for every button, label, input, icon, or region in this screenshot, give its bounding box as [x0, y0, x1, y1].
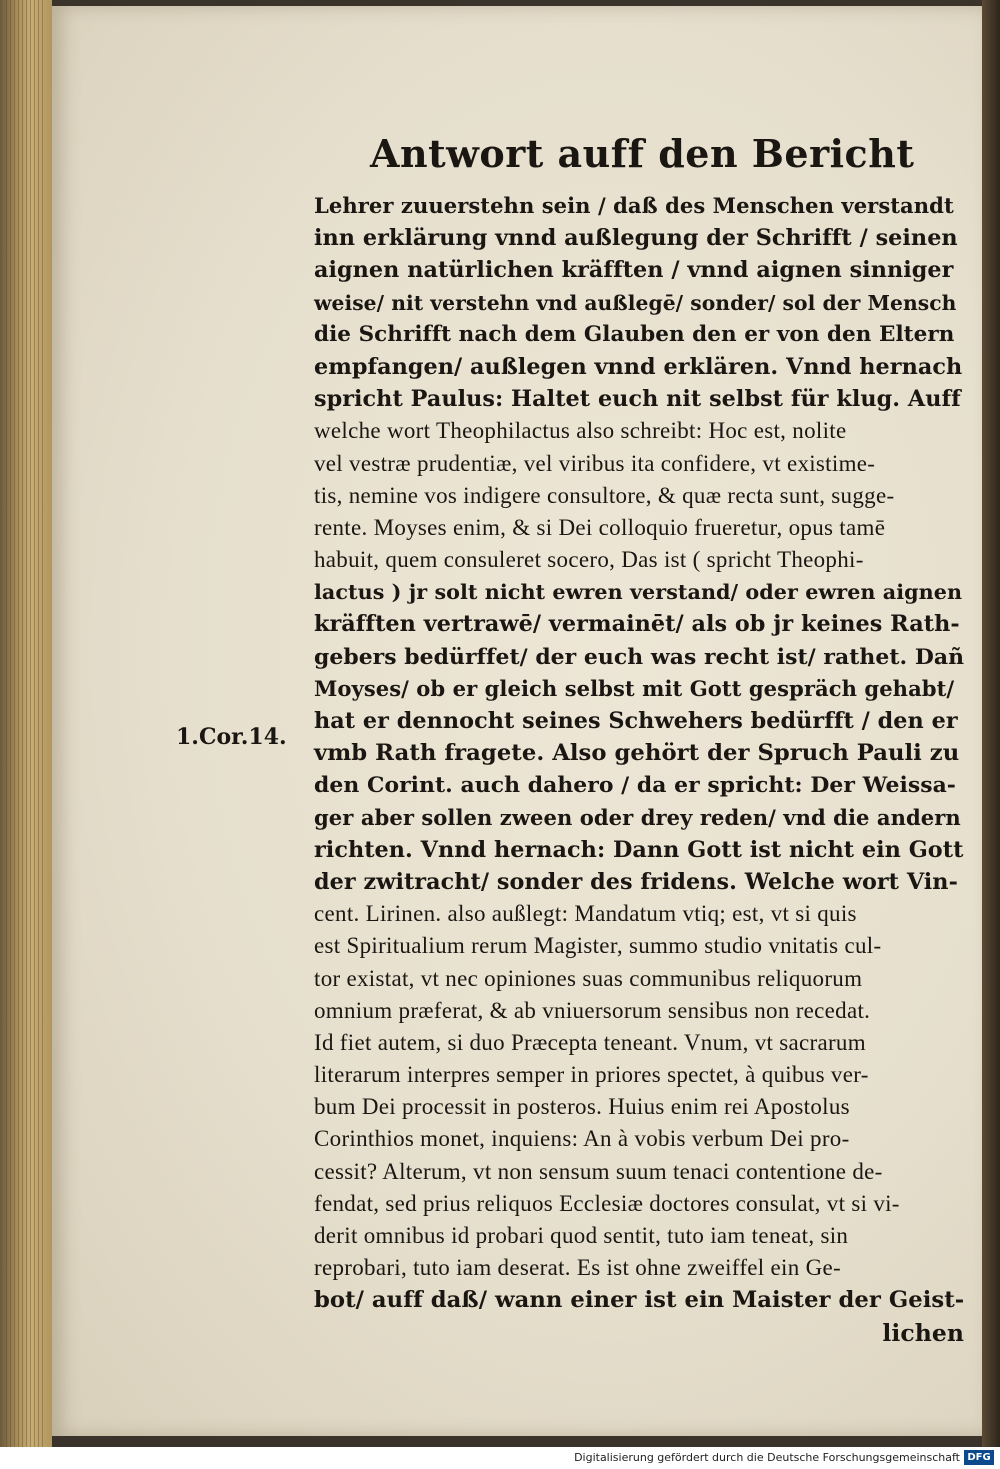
- text-line: weise/ nit verstehn vnd außlegē/ sonder/ sol der Mensch: [314, 290, 957, 315]
- text-line: Id fiet autem, si duo Præcepta teneant. Vnum, vt sacrarum: [314, 1029, 866, 1055]
- text-line: habuit, quem consuleret socero, Das ist ( spricht Theophi-: [314, 547, 864, 573]
- text-line: inn erklärung vnnd außlegung der Schrifft / seinen: [314, 225, 958, 252]
- text-line: rente. Moyses enim, & si Dei colloquio frueretur, opus tamē: [314, 514, 886, 540]
- text-line: Corinthios monet, inquiens: An à vobis verbum Dei pro-: [314, 1126, 850, 1152]
- footer-bar: [0, 1447, 1000, 1469]
- text-line: lactus ) jr solt nicht ewren verstand/ oder ewren aignen: [314, 580, 963, 605]
- text-line: vmb Rath fragete. Also gehört der Spruch Pauli zu: [314, 740, 960, 767]
- text-line: welche wort Theophilactus also schreibt: Hoc est, nolite: [314, 418, 847, 444]
- text-line: aignen natürlichen kräfften / vnnd aignen sinniger: [314, 257, 954, 284]
- text-line: Moyses/ ob er gleich selbst mit Gott gespräch gehabt/: [314, 675, 955, 701]
- text-line: Lehrer zuuerstehn sein / daß des Menschen verstandt: [314, 193, 954, 218]
- text-line: bot/ auff daß/ wann einer ist ein Maister der Geist-: [314, 1287, 965, 1314]
- text-line: empfangen/ außlegen vnnd erklären. Vnnd hernach: [314, 353, 963, 380]
- body-text: [314, 190, 964, 1349]
- text-line: ger aber sollen zween oder drey reden/ vnd die andern: [314, 804, 961, 830]
- text-line: omnium præferat, & ab vniuersorum sensibus non recedat.: [314, 997, 871, 1023]
- text-line: est Spiritualium rerum Magister, summo studio vnitatis cul-: [314, 933, 882, 959]
- text-line: reprobari, tuto iam deserat. Es ist ohne zweiffel ein Ge-: [314, 1255, 841, 1281]
- text-line: die Schrifft nach dem Glauben den er von den Eltern: [314, 321, 955, 347]
- text-line: kräfften vertrawē/ vermainēt/ als ob jr keines Rath-: [314, 611, 960, 638]
- text-line: lichen: [882, 1318, 964, 1347]
- text-line: fendat, sed prius reliquos Ecclesiæ doctores consulat, vt si vi-: [314, 1190, 900, 1216]
- margin-reference: 1.Cor.14.: [176, 724, 287, 750]
- text-line: derit omnibus id probari quod sentit, tuto iam teneat, sin: [314, 1223, 849, 1248]
- text-line: cessit? Alterum, vt non sensum suum tenaci contentione de-: [314, 1158, 883, 1184]
- text-line: literarum interpres semper in priores spectet, à quibus ver-: [314, 1062, 869, 1088]
- text-line: bum Dei processit in posteros. Huius enim rei Apostolus: [314, 1094, 850, 1120]
- text-line: tor existat, vt nec opiniones suas communibus reliquorum: [314, 965, 863, 991]
- text-line: cent. Lirinen. also außlegt: Mandatum vtiq; est, vt si quis: [314, 901, 857, 927]
- text-line: tis, nemine vos indigere consultore, & quæ recta sunt, sugge-: [314, 482, 895, 508]
- text-line: richten. Vnnd hernach: Dann Gott ist nicht ein Gott: [314, 836, 964, 863]
- page-edge-lines: [6, 0, 46, 1447]
- text-line: den Corint. auch dahero / da er spricht: Der Weissa-: [314, 772, 956, 799]
- book-right-edge: [982, 0, 1000, 1447]
- text-line: der zwitracht/ sonder des fridens. Welche wort Vin-: [314, 868, 958, 895]
- funding-credit: Digitalisierung gefördert durch die Deutsche Forschungsgemeinschaft: [574, 1451, 960, 1464]
- text-line: hat er dennocht seines Schwehers bedürfft / den er: [314, 708, 958, 734]
- text-line: vel vestræ prudentiæ, vel viribus ita confidere, vt existime-: [314, 450, 876, 476]
- text-line: gebers bedürffet/ der euch was recht ist/ rathet. Dañ: [314, 643, 965, 670]
- page-running-title: Antwort auff den Bericht: [370, 131, 915, 176]
- dfg-logo: DFG: [964, 1450, 994, 1465]
- book-page-edges: [0, 0, 52, 1447]
- text-line: spricht Paulus: Haltet euch nit selbst für klug. Auff: [314, 386, 961, 413]
